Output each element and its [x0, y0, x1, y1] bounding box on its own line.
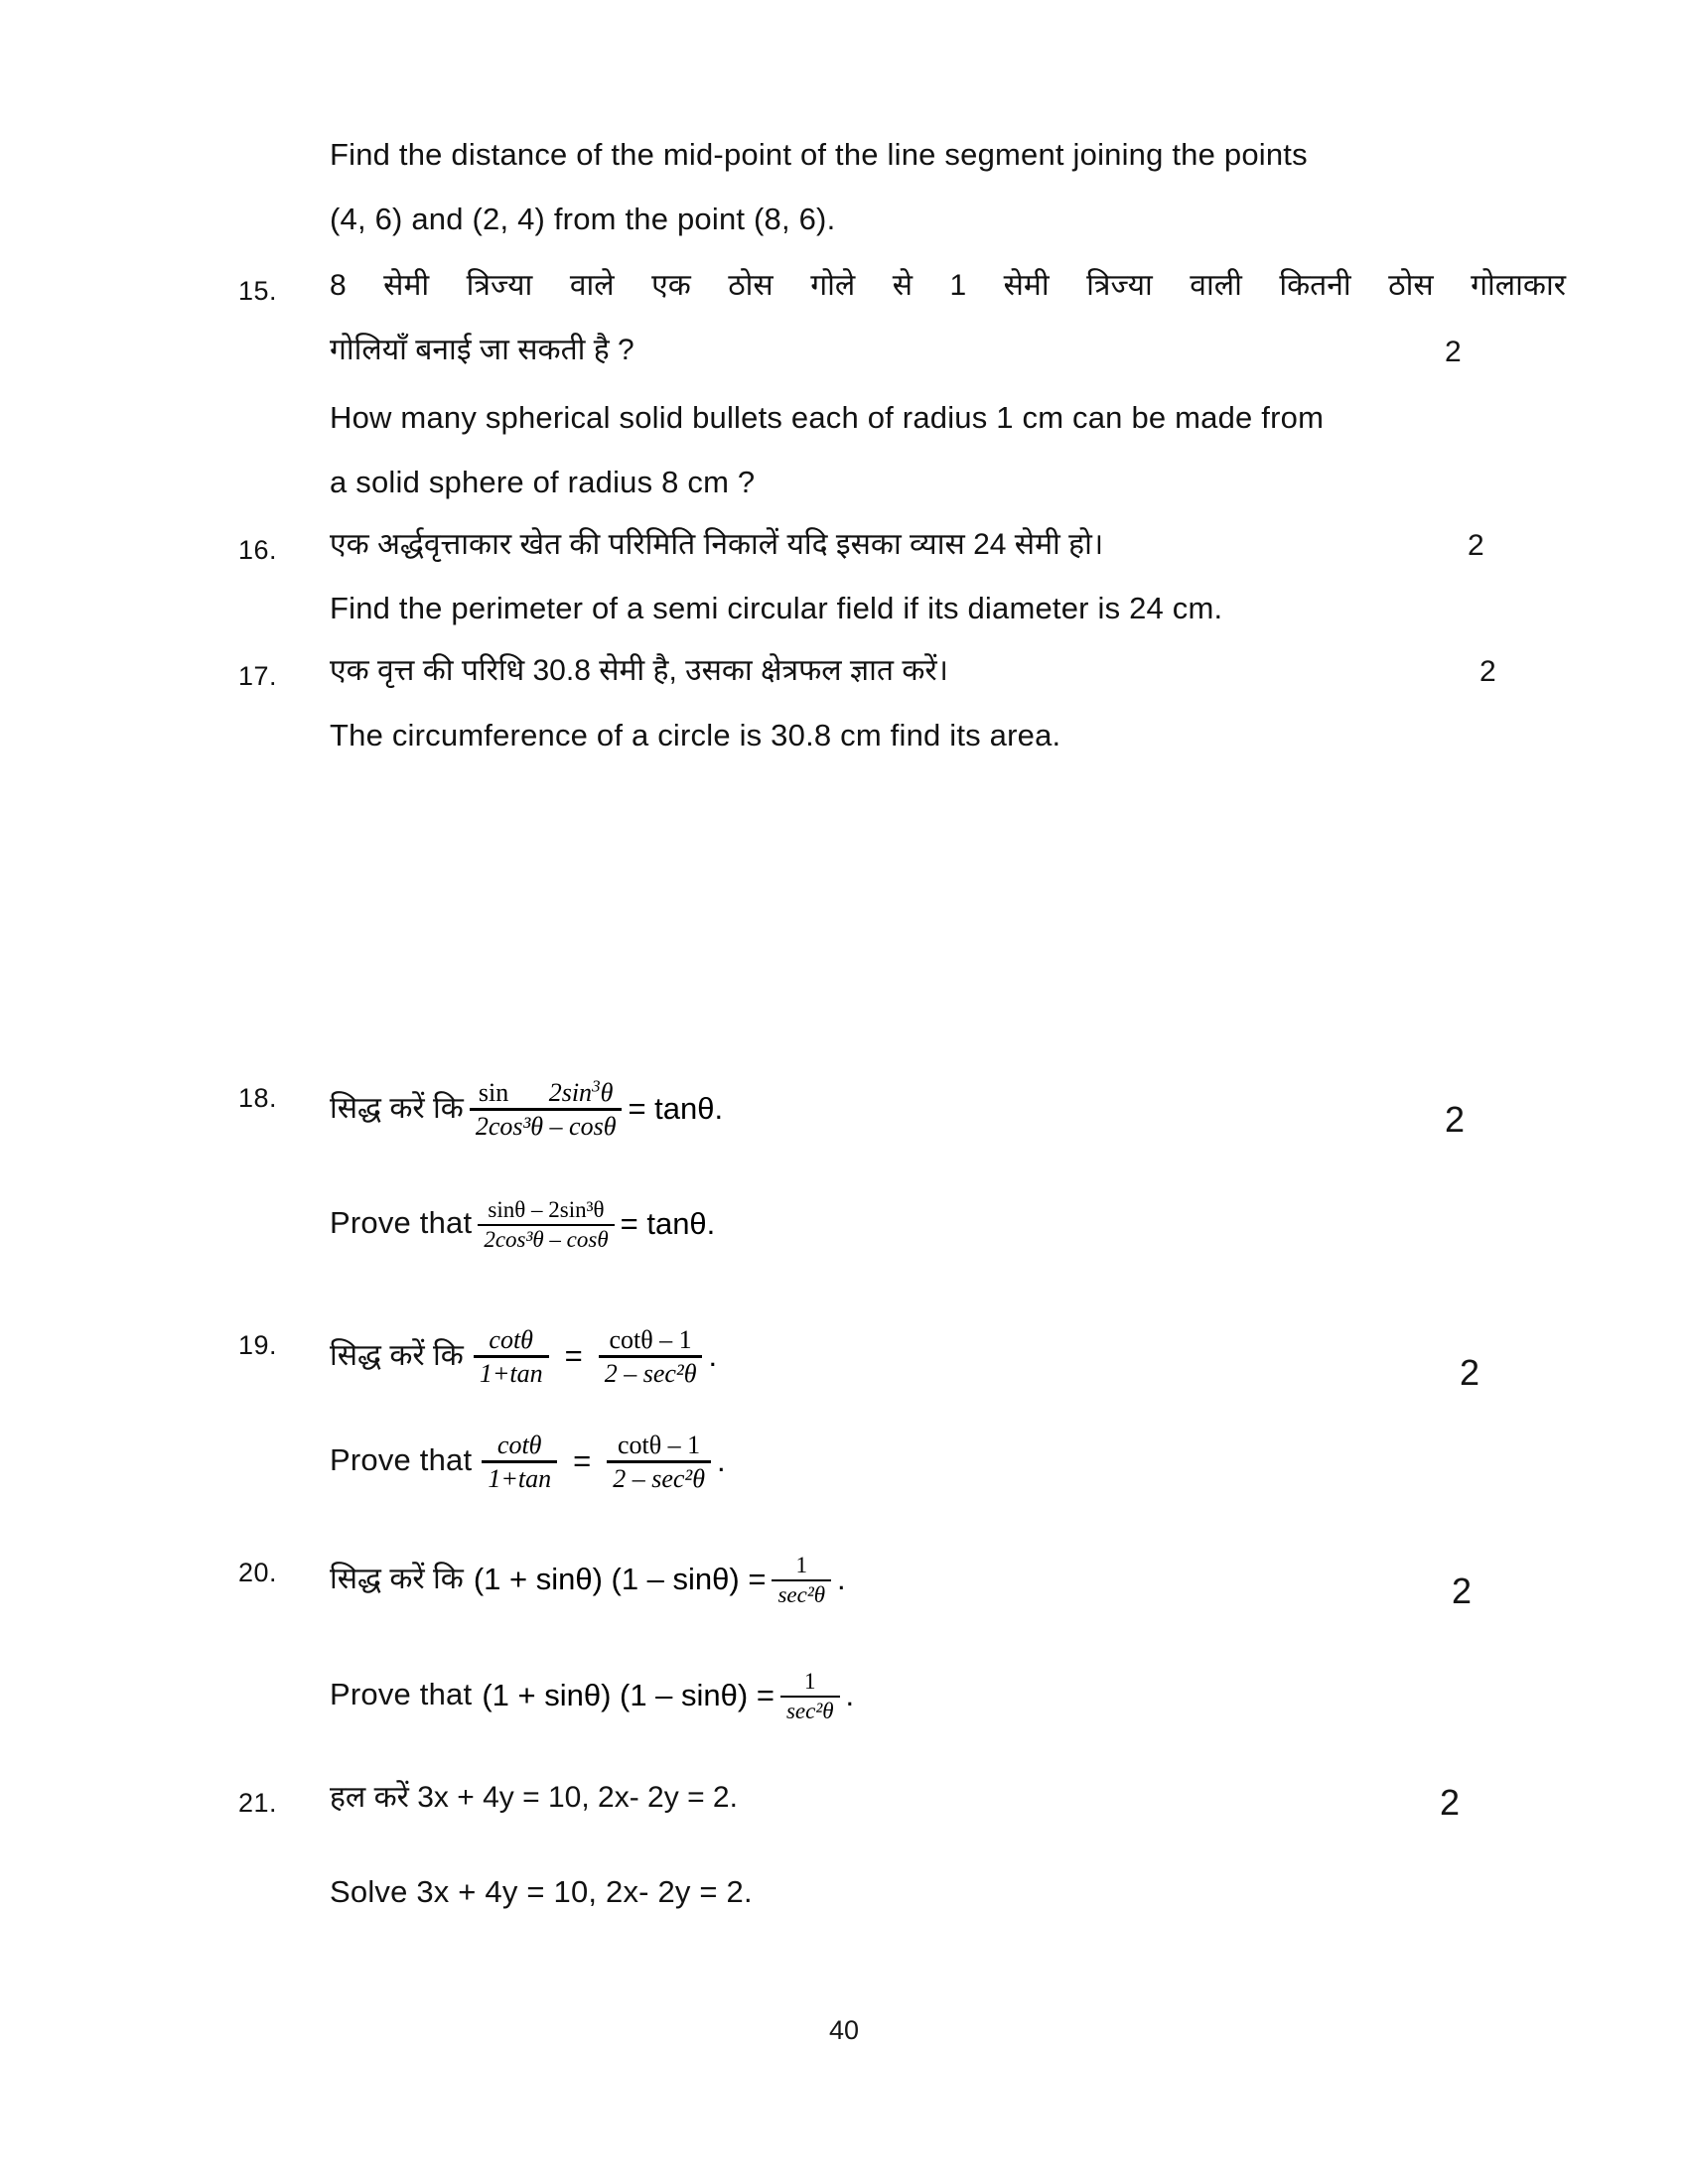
- question-15-number-spacer: [238, 335, 330, 342]
- question-18-hindi-fraction: [470, 1078, 623, 1141]
- question-15-english-line-2: a solid sphere of radius 8 cm ?: [330, 465, 756, 499]
- question-16-english: [238, 593, 1648, 625]
- question-19-hindi-lhs-numerator: cotθ: [489, 1325, 533, 1354]
- question-19-hindi-lhs-fraction: [474, 1325, 549, 1388]
- intro-question-line-1: [238, 139, 1648, 172]
- question-15-hindi-line-1: 8 सेमी त्रिज्या वाले एक ठोस गोले से 1 सेमी त्रिज्या वाली कितनी ठोस गोलाकार: [330, 269, 1566, 302]
- question-19-hindi-lhs-bar: [474, 1355, 549, 1358]
- question-18-hindi-denominator: 2cos³θ – cosθ: [475, 1112, 617, 1142]
- question-19-english-rhs-bar: [607, 1460, 711, 1463]
- question-19-hindi-prefix: सिद्ध करें कि: [330, 1338, 464, 1372]
- question-19-hindi-rhs-denominator: 2 – sec²θ: [604, 1359, 697, 1389]
- question-19-english-lhs-fraction: [482, 1431, 557, 1493]
- question-19-hindi-equals: =: [564, 1337, 583, 1373]
- page-number: 40: [828, 2015, 860, 2045]
- question-18-hindi-prefix: सिद्ध करें कि: [330, 1091, 464, 1125]
- question-20-hindi-fraction: [772, 1553, 831, 1608]
- question-20-english-rhs-numerator: 1: [803, 1669, 816, 1694]
- question-18-num-sin: sin: [478, 1078, 509, 1107]
- question-21-number: 21.: [238, 1788, 278, 1818]
- question-18-marks: 2: [1445, 1099, 1466, 1140]
- question-15: [238, 270, 1648, 305]
- question-21-marks: 2: [1440, 1782, 1461, 1823]
- question-18-num-exponent: 3: [592, 1076, 601, 1096]
- question-19-english-trailing: .: [716, 1442, 726, 1478]
- question-20-english-lhs: (1 + sinθ) (1 – sinθ) =: [482, 1677, 774, 1712]
- question-18-hindi-numerator: [473, 1078, 620, 1107]
- question-18-english-rhs: = tanθ.: [620, 1205, 716, 1241]
- question-21: [238, 1782, 1648, 1817]
- question-20-english: [238, 1668, 1648, 1723]
- question-20-hindi-lhs: (1 + sinθ) (1 – sinθ) =: [473, 1561, 767, 1596]
- intro-question-number-spacer-2: [238, 204, 330, 211]
- question-15-marks: 2: [1445, 336, 1462, 368]
- question-15-english-spacer-2: [238, 467, 330, 475]
- question-16-english-line-1: Find the perimeter of a semi circular field if its diameter is 24 cm.: [330, 591, 1223, 625]
- question-18-english-spacer: [238, 1196, 330, 1204]
- question-20-english-spacer: [238, 1668, 330, 1676]
- question-19-english-lhs-numerator: cotθ: [496, 1431, 542, 1459]
- question-17-marks: 2: [1479, 655, 1496, 688]
- question-15-english-line-1: How many spherical solid bullets each of radius 1 cm can be made from: [330, 400, 1325, 435]
- question-19-hindi-trailing: .: [708, 1337, 718, 1373]
- question-19-hindi-rhs-fraction: [599, 1325, 703, 1388]
- question-20: [238, 1544, 1648, 1611]
- question-15-english-spacer-1: [238, 402, 330, 410]
- question-18-english-fraction-bar: [478, 1224, 614, 1226]
- question-20-number: 20.: [238, 1558, 278, 1587]
- question-21-english-spacer: [238, 1876, 330, 1884]
- question-15-hindi-cont: [238, 335, 1648, 366]
- question-19-number: 19.: [238, 1330, 278, 1360]
- question-19-marks: 2: [1460, 1352, 1480, 1393]
- intro-english-line-1: Find the distance of the mid-point of the line segment joining the points: [330, 137, 1308, 172]
- question-20-hindi-fraction-bar: [772, 1579, 831, 1581]
- question-20-english-trailing: .: [845, 1677, 855, 1712]
- question-17-english: [238, 720, 1648, 752]
- question-17-english-spacer: [238, 720, 330, 728]
- question-15-hindi-line-2: गोलियाँ बनाई जा सकती है ?: [330, 334, 634, 366]
- question-20-english-fraction-bar: [780, 1696, 840, 1698]
- question-19-english: [238, 1430, 1648, 1492]
- intro-question-number-spacer: [238, 139, 330, 147]
- question-17-english-line-1: The circumference of a circle is 30.8 cm find its area.: [330, 718, 1061, 752]
- question-19-english-spacer: [238, 1430, 330, 1437]
- question-18-english-numerator: sinθ – 2sin³θ: [488, 1197, 605, 1222]
- question-16: [238, 529, 1648, 564]
- question-18-hindi-fraction-bar: [470, 1108, 623, 1111]
- question-15-english-2: [238, 467, 1648, 499]
- question-19-hindi-lhs-denominator: 1+tan: [479, 1359, 543, 1389]
- question-18-english-denominator: 2cos³θ – cosθ: [484, 1226, 609, 1252]
- intro-english-line-2: (4, 6) and (2, 4) from the point (8, 6).: [330, 202, 836, 236]
- question-20-hindi-rhs-denominator: sec²θ: [777, 1581, 826, 1607]
- question-20-english-rhs-denominator: sec²θ: [785, 1698, 834, 1723]
- question-17-number: 17.: [238, 661, 278, 691]
- question-20-english-prefix: Prove that: [330, 1677, 473, 1712]
- question-19-english-lhs-bar: [482, 1460, 557, 1463]
- question-16-english-spacer: [238, 593, 330, 601]
- question-15-number: 15.: [238, 276, 278, 306]
- question-18-number: 18.: [238, 1083, 278, 1113]
- question-19-english-prefix: Prove that: [330, 1442, 473, 1478]
- question-18-num-2sin: 2sin: [548, 1078, 593, 1107]
- question-18-num-theta: θ: [600, 1078, 614, 1107]
- question-19-english-rhs-numerator: cotθ – 1: [617, 1431, 701, 1459]
- question-20-english-fraction: [780, 1669, 840, 1724]
- question-19-hindi-rhs-bar: [599, 1355, 703, 1358]
- question-19: [238, 1310, 1648, 1387]
- question-20-marks: 2: [1452, 1570, 1473, 1611]
- question-19-english-lhs-denominator: 1+tan: [488, 1464, 552, 1494]
- question-19-english-rhs-denominator: 2 – sec²θ: [613, 1464, 705, 1494]
- question-16-hindi-line-1: एक अर्द्धवृत्ताकार खेत की परिमिति निकालें यदि इसका व्यास 24 सेमी हो।: [330, 528, 1104, 561]
- question-18-english: [238, 1196, 1648, 1252]
- question-16-number: 16.: [238, 535, 278, 565]
- question-16-marks: 2: [1468, 529, 1484, 562]
- question-21-english: [238, 1876, 1648, 1909]
- question-21-hindi-line-1: हल करें 3x + 4y = 10, 2x- 2y = 2.: [330, 1781, 738, 1814]
- question-18-english-fraction: [478, 1197, 614, 1253]
- question-17: [238, 655, 1648, 690]
- question-18: [238, 1077, 1648, 1140]
- intro-question-line-2: [238, 204, 1648, 236]
- question-20-hindi-prefix: सिद्ध करें कि: [330, 1563, 464, 1595]
- question-15-english-1: [238, 402, 1648, 435]
- question-20-hindi-rhs-numerator: 1: [795, 1553, 807, 1577]
- question-17-hindi-line-1: एक वृत्त की परिधि 30.8 सेमी है, उसका क्षेत्रफल ज्ञात करें।: [330, 654, 948, 687]
- question-21-english-line-1: Solve 3x + 4y = 10, 2x- 2y = 2.: [330, 1874, 753, 1909]
- question-19-hindi-rhs-numerator: cotθ – 1: [609, 1325, 692, 1354]
- question-19-english-rhs-fraction: [607, 1431, 711, 1493]
- question-18-english-prefix: Prove that: [330, 1205, 473, 1241]
- question-20-hindi-trailing: .: [837, 1561, 846, 1596]
- question-18-hindi-rhs: = tanθ.: [628, 1090, 724, 1126]
- question-19-english-equals: =: [573, 1442, 592, 1478]
